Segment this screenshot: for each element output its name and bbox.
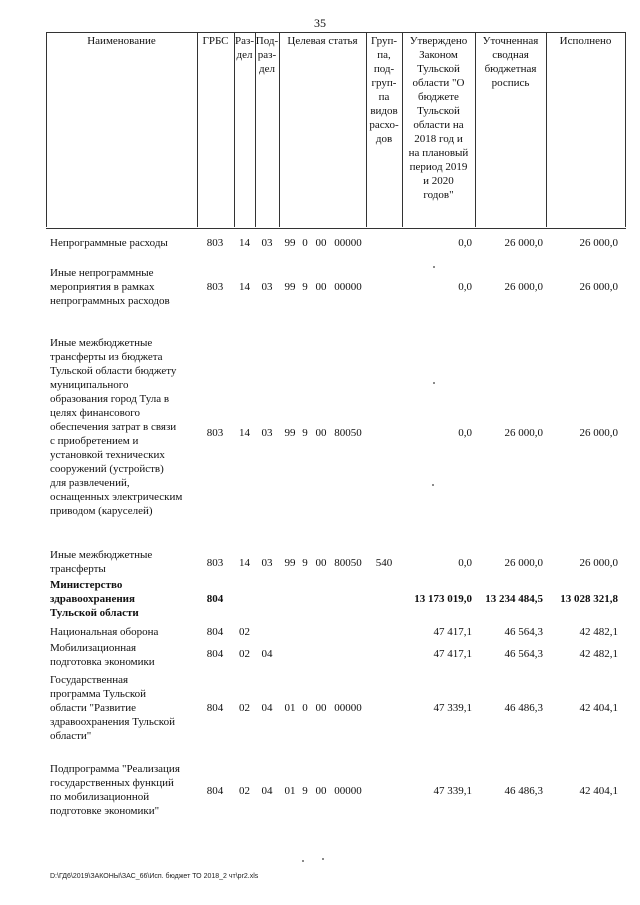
- row-razdel: 14: [239, 427, 250, 439]
- row-podrazdel: 03: [261, 427, 273, 439]
- row-name: Министерство здравоохранения Тульской области: [50, 579, 139, 619]
- row-executed: 42 404,1: [579, 702, 618, 714]
- row-name: Мобилизационная подготовка экономики: [50, 642, 155, 668]
- row-podrazdel: 03: [261, 557, 273, 569]
- row-podrazdel: 04: [261, 648, 273, 660]
- row-refined: 46 564,3: [504, 648, 543, 660]
- row-podrazdel: 03: [261, 281, 273, 293]
- row-grbs: 803: [206, 281, 224, 293]
- file-path-footer: D:\ГД6\2019\ЗАКОНЫ\ЗАС_66\Исп. бюджет ТО 2018_2 чт\pr2.xls: [50, 873, 259, 880]
- header-name: Наименование: [87, 35, 156, 47]
- row-approved: 13 173 019,0: [414, 593, 472, 605]
- header-razdel: Раз- дел: [234, 35, 254, 61]
- scan-speck: [433, 266, 435, 268]
- row-executed: 26 000,0: [579, 557, 618, 569]
- row-executed: 26 000,0: [579, 427, 618, 439]
- row-refined: 46 486,3: [504, 785, 543, 797]
- row-target-2: 9: [302, 281, 308, 293]
- row-executed: 13 028 321,8: [560, 593, 618, 605]
- header-divider: [625, 32, 626, 227]
- row-razdel: 14: [239, 281, 250, 293]
- row-name: Подпрограмма "Реализация государственных функций по мобилизационной подготовке экономики": [50, 763, 180, 817]
- row-target-1: 99: [284, 281, 296, 293]
- row-grbs: 804: [206, 702, 224, 714]
- row-grbs: 804: [206, 626, 224, 638]
- row-approved: 0,0: [458, 427, 472, 439]
- row-refined: 26 000,0: [504, 281, 543, 293]
- row-podrazdel: 04: [261, 702, 273, 714]
- row-target-1: 01: [284, 702, 296, 714]
- row-podrazdel: 03: [261, 237, 273, 249]
- row-grbs: 804: [206, 648, 224, 660]
- row-razdel: 02: [239, 702, 250, 714]
- row-target-2: 9: [302, 785, 308, 797]
- row-target-3: 00: [315, 702, 327, 714]
- row-approved: 0,0: [458, 281, 472, 293]
- row-approved: 47 339,1: [433, 702, 472, 714]
- row-name: Государственная программа Тульской области "Развитие здравоохранения Тульской области": [50, 674, 175, 742]
- row-approved: 0,0: [458, 237, 472, 249]
- row-target-2: 0: [302, 237, 308, 249]
- row-razdel: 02: [239, 648, 250, 660]
- scan-speck: [433, 382, 435, 384]
- row-target-1: 99: [284, 427, 296, 439]
- row-target-3: 00: [315, 281, 327, 293]
- row-razdel: 14: [239, 557, 250, 569]
- scan-speck: [302, 860, 304, 862]
- header-refined: Уточненная сводная бюджетная роспись: [482, 35, 539, 89]
- row-approved: 0,0: [458, 557, 472, 569]
- scan-speck: [322, 858, 324, 860]
- row-target-4: 00000: [334, 237, 362, 249]
- row-refined: 13 234 484,5: [485, 593, 543, 605]
- header-target: Целевая статья: [287, 35, 358, 47]
- row-name: Иные межбюджетные трансферты из бюджета Тульской области бюджету муниципального образования город Тула в целях финансового обеспечения затрат в связи с приобретением и установкой технических сооружений (устройств) для развлечений, оснащенных электрическим приводом (каруселей): [50, 337, 183, 517]
- row-executed: 42 482,1: [579, 626, 618, 638]
- row-grbs: 804: [206, 593, 224, 605]
- row-razdel: 14: [239, 237, 250, 249]
- header-group: Груп- па, под- груп- па видов расхо- дов: [369, 35, 399, 145]
- row-refined: 26 000,0: [504, 557, 543, 569]
- row-podrazdel: 04: [261, 785, 273, 797]
- row-group: 540: [375, 557, 393, 569]
- row-name: Национальная оборона: [50, 626, 159, 638]
- row-target-4: 00000: [334, 785, 362, 797]
- row-approved: 47 339,1: [433, 785, 472, 797]
- row-target-3: 00: [315, 785, 327, 797]
- row-refined: 26 000,0: [504, 237, 543, 249]
- row-refined: 46 564,3: [504, 626, 543, 638]
- row-target-4: 80050: [334, 557, 362, 569]
- header-podrazdel: Под- раз- дел: [255, 35, 279, 75]
- row-target-1: 99: [284, 557, 296, 569]
- row-target-3: 00: [315, 427, 327, 439]
- page-number: 35: [314, 16, 326, 30]
- row-executed: 42 404,1: [579, 785, 618, 797]
- row-target-4: 00000: [334, 702, 362, 714]
- row-refined: 46 486,3: [504, 702, 543, 714]
- scan-speck: [432, 484, 434, 486]
- row-target-3: 00: [315, 237, 327, 249]
- row-grbs: 803: [206, 427, 224, 439]
- row-grbs: 803: [206, 557, 224, 569]
- row-name: Иные межбюджетные трансферты: [50, 549, 153, 575]
- row-executed: 26 000,0: [579, 237, 618, 249]
- header-executed: Исполнено: [559, 35, 612, 47]
- header-approved: Утверждено Законом Тульской области "О бюджете Тульской области на 2018 год и на плановый период 2019 и 2020 годов": [408, 35, 469, 201]
- row-executed: 42 482,1: [579, 648, 618, 660]
- row-target-2: 9: [302, 557, 308, 569]
- row-executed: 26 000,0: [579, 281, 618, 293]
- row-razdel: 02: [239, 626, 250, 638]
- row-target-2: 0: [302, 702, 308, 714]
- row-razdel: 02: [239, 785, 250, 797]
- row-approved: 47 417,1: [433, 648, 472, 660]
- row-target-4: 80050: [334, 427, 362, 439]
- row-name: Иные непрограммные мероприятия в рамках непрограммных расходов: [50, 267, 170, 307]
- header-grbs: ГРБС: [202, 35, 229, 47]
- row-target-3: 00: [315, 557, 327, 569]
- row-name: Непрограммные расходы: [50, 237, 168, 249]
- row-target-1: 99: [284, 237, 296, 249]
- row-target-4: 00000: [334, 281, 362, 293]
- row-target-2: 9: [302, 427, 308, 439]
- row-refined: 26 000,0: [504, 427, 543, 439]
- row-target-1: 01: [284, 785, 296, 797]
- row-approved: 47 417,1: [433, 626, 472, 638]
- row-grbs: 803: [206, 237, 224, 249]
- row-grbs: 804: [206, 785, 224, 797]
